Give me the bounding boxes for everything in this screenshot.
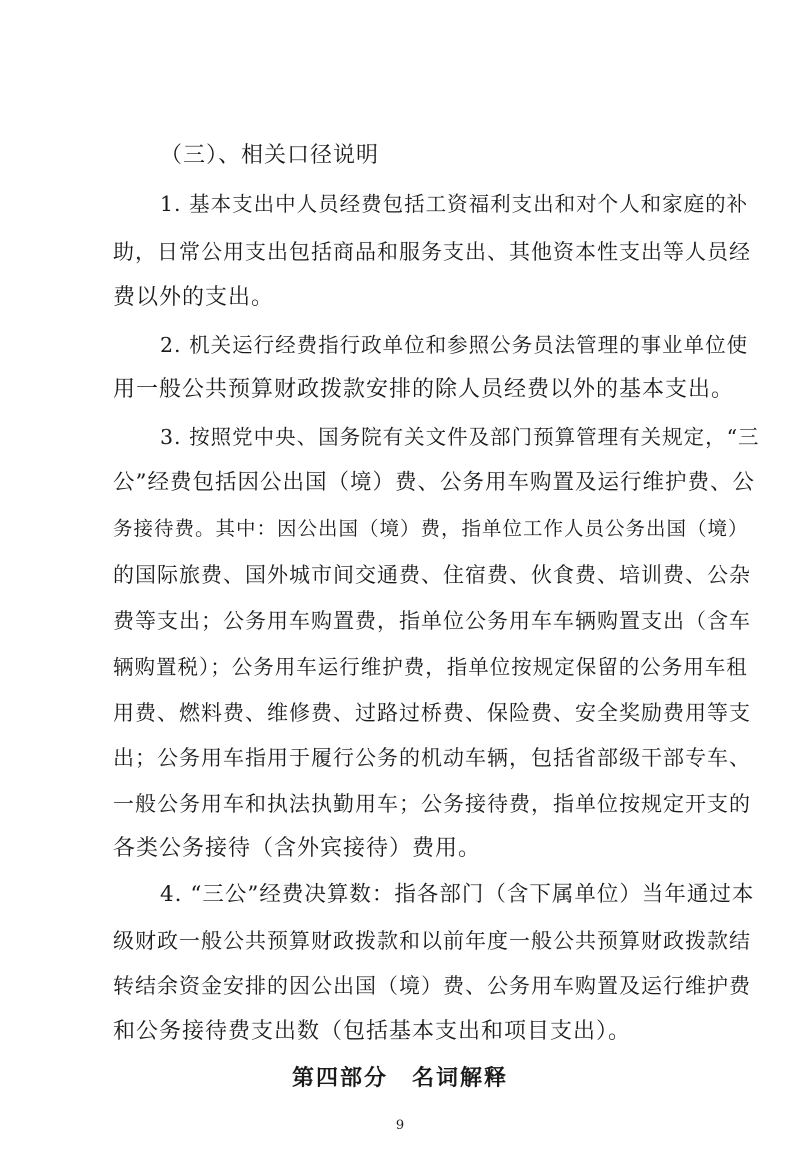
paragraph-3-line-5: 费等支出；公务用车购置费，指单位公务用车车辆购置支出（含车 [113,609,751,633]
paragraph-3-line-4: 的国际旅费、国外城市间交通费、住宿费、伙食费、培训费、公杂 [113,563,751,587]
paragraph-4-line-3: 转结余资金安排的因公出国（境）费、公务用车购置及运行维护费 [113,974,751,998]
paragraph-3-line-2: 公”经费包括因公出国（境）费、公务用车购置及运行维护费、公 [113,470,755,495]
paragraph-3-line-10: 各类公务接待（含外宾接待）费用。 [113,836,482,861]
paragraph-4-line-1: 4. “三公”经费决算数：指各部门（含下属单位）当年通过本 [160,882,755,907]
part-heading: 第四部分 名词解释 [291,1066,508,1091]
paragraph-4-line-2: 级财政一般公共预算财政拨款和以前年度一般公共预算财政拨款结 [113,929,751,953]
page-number: 9 [395,1118,405,1133]
paragraph-3-line-6: 辆购置税）；公务用车运行维护费，指单位按规定保留的公务用车租 [113,655,748,679]
paragraph-3-line-8: 出；公务用车指用于履行公务的机动车辆，包括省部级干部专车、 [113,746,751,770]
paragraph-3-line-9: 一般公务用车和执法执勤用车；公务接待费，指单位按规定开支的 [113,792,751,816]
paragraph-2-line-2: 用一般公共预算财政拨款安排的除人员经费以外的基本支出。 [113,377,735,402]
paragraph-4-line-4: 和公务接待费支出数（包括基本支出和项目支出）。 [113,1019,632,1044]
paragraph-1-line-1: 1. 基本支出中人员经费包括工资福利支出和对个人和家庭的补 [160,192,749,216]
paragraph-3-line-3: 务接待费。其中：因公出国（境）费，指单位工作人员公务出国（境） [113,517,749,540]
paragraph-1-line-3: 费以外的支出。 [113,285,275,310]
paragraph-3-line-7: 用费、燃料费、维修费、过路过桥费、保险费、安全奖励费用等支 [113,701,751,725]
section-title: （三）、相关口径说明 [160,143,380,168]
paragraph-2-line-1: 2. 机关运行经费指行政单位和参照公务员法管理的事业单位使 [160,333,749,357]
paragraph-3-line-1: 3. 按照党中央、国务院有关文件及部门预算管理有关规定，“三 [160,425,760,449]
paragraph-1-line-2: 助，日常公用支出包括商品和服务支出、其他资本性支出等人员经 [113,240,751,264]
